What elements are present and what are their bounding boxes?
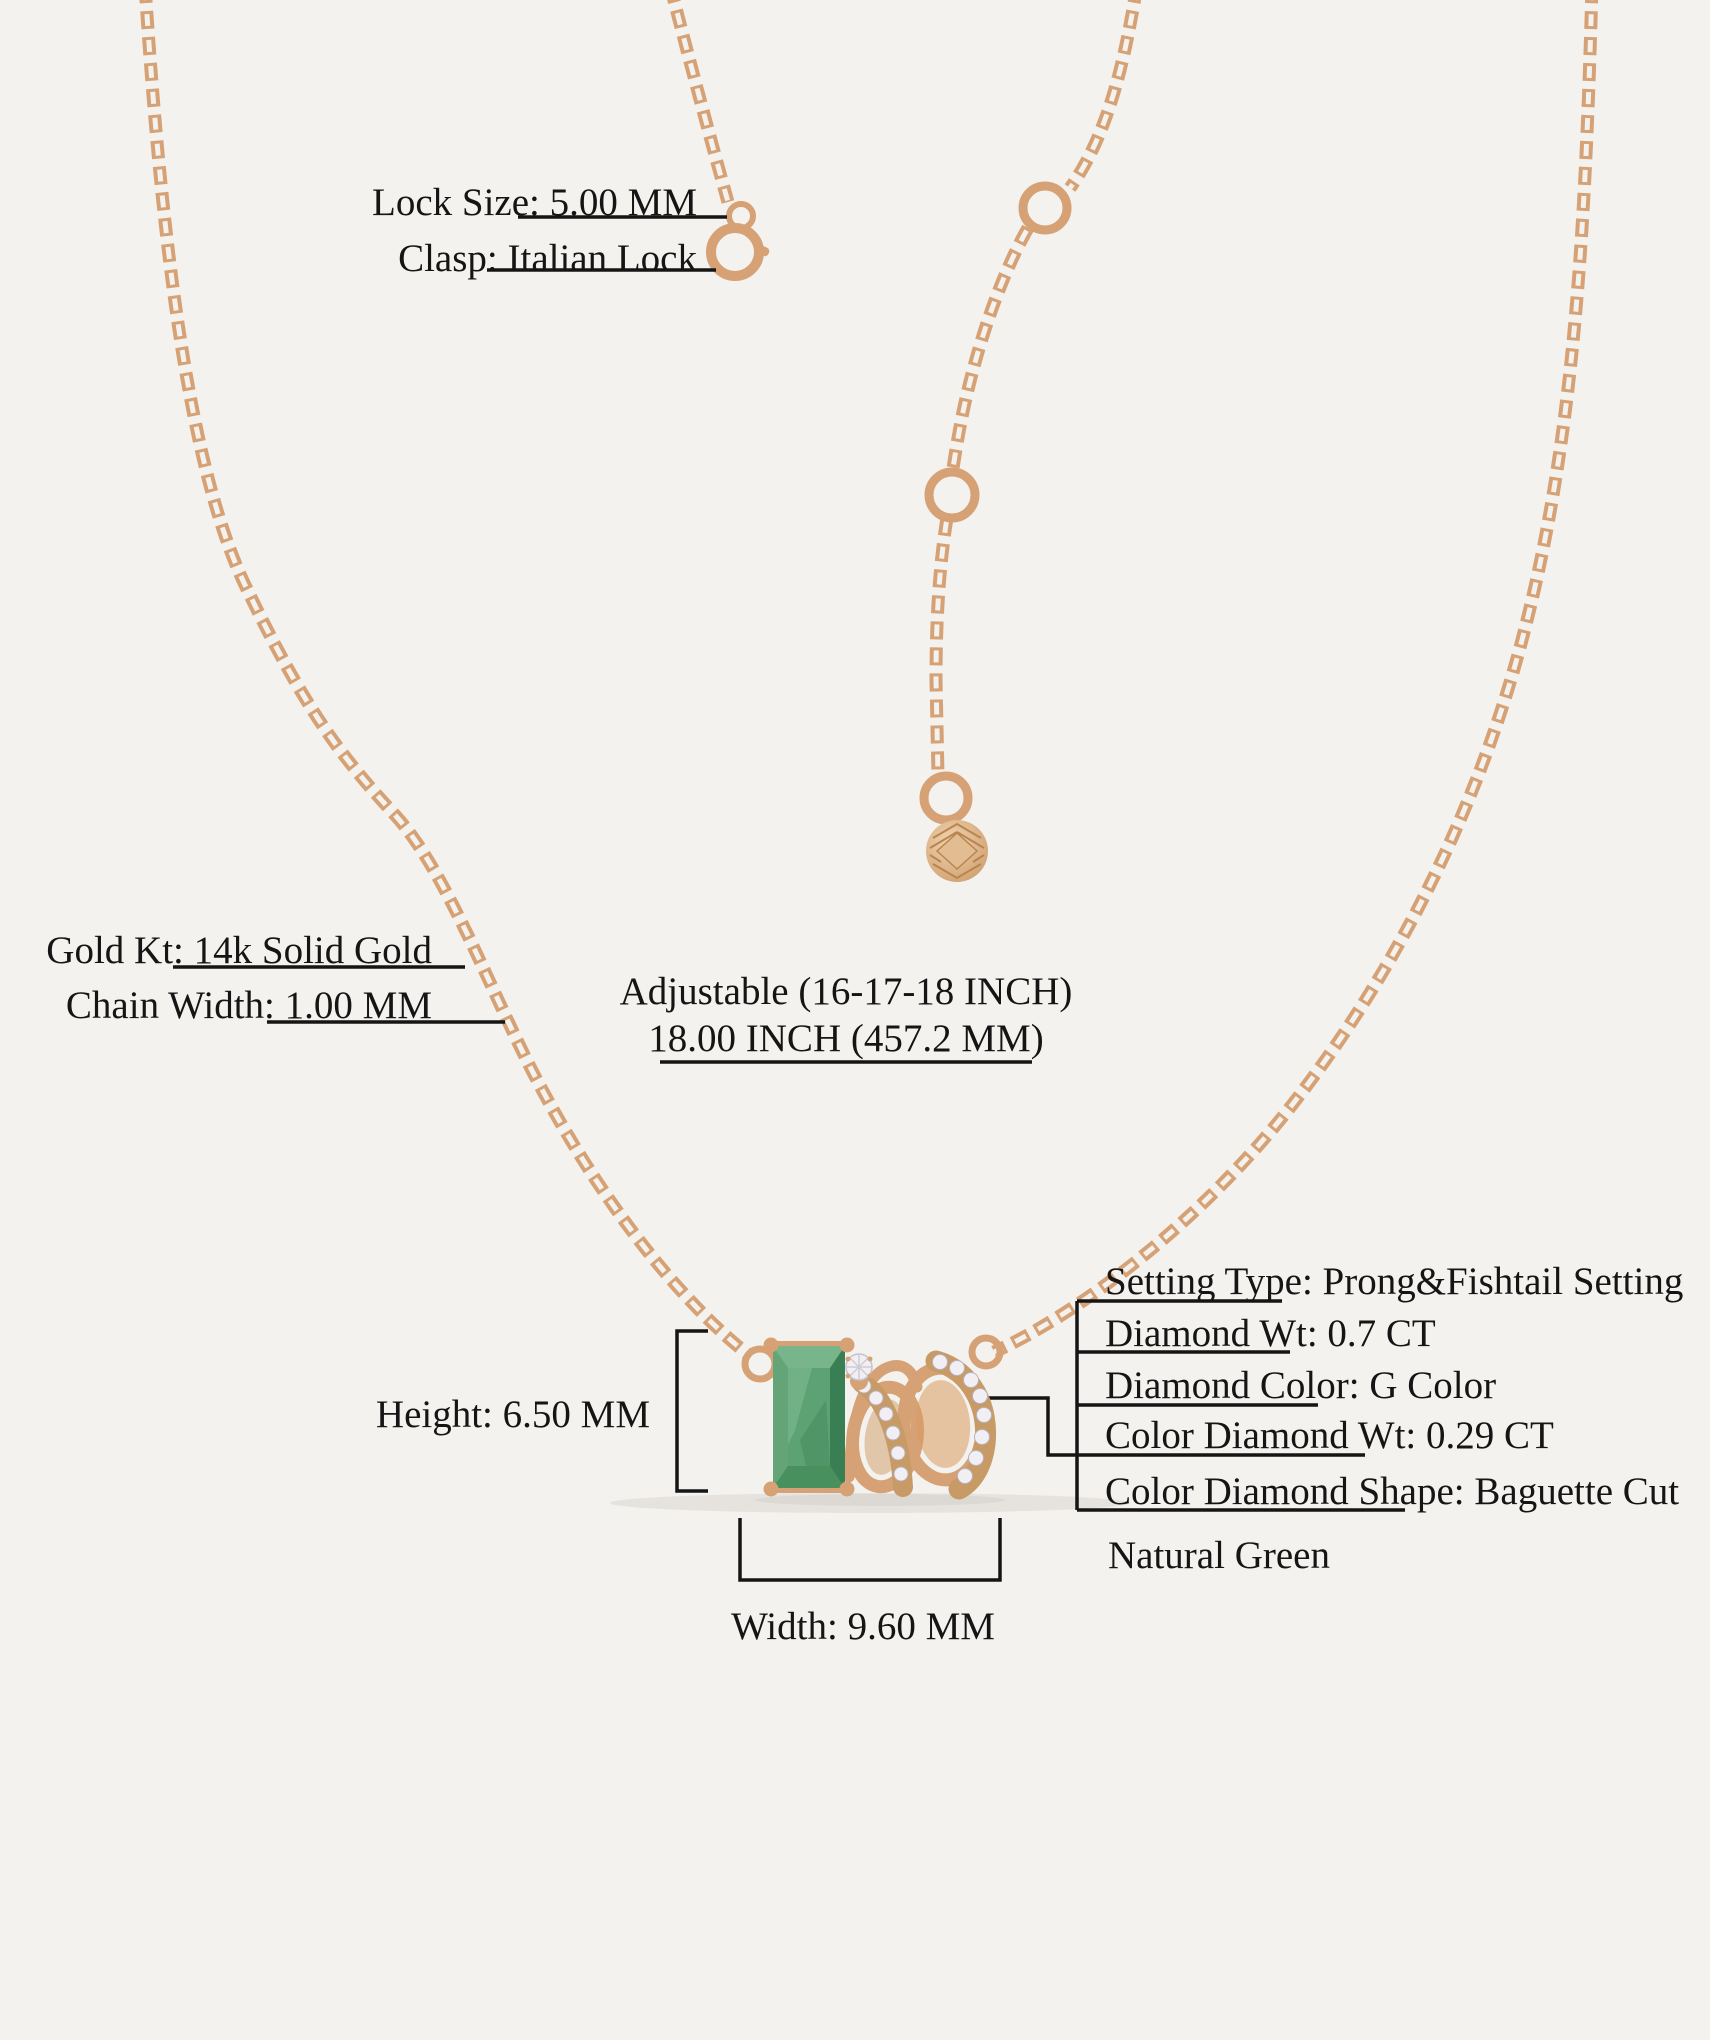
pendant-left-ring bbox=[745, 1349, 775, 1379]
height-value: 6.50 MM bbox=[502, 1393, 650, 1436]
diamond-wt-value: 0.7 CT bbox=[1327, 1312, 1436, 1355]
necklace-chain-right bbox=[994, 0, 1592, 1352]
lock-size-value: 5.00 MM bbox=[549, 181, 697, 224]
spec-row-color-diamond-shape bbox=[1105, 1469, 1679, 1514]
gold-kt-label: Gold Kt: bbox=[46, 929, 184, 972]
color-diamond-wt-value: 0.29 CT bbox=[1426, 1414, 1554, 1457]
annotation-lock-clasp bbox=[372, 175, 697, 287]
height-bracket bbox=[677, 1331, 708, 1491]
gold-kt-row bbox=[46, 923, 432, 978]
extender-ring-3 bbox=[924, 776, 968, 820]
lock-size-label: Lock Size: bbox=[372, 181, 540, 224]
color-diamond-wt-label: Color Diamond Wt: bbox=[1105, 1414, 1417, 1457]
natural-green-text: Natural Green bbox=[1108, 1534, 1330, 1577]
diamond-color-label: Diamond Color: bbox=[1105, 1364, 1360, 1407]
adjustable-line2: 18.00 INCH (457.2 MM) bbox=[648, 1017, 1044, 1060]
extender-chain bbox=[936, 0, 1137, 828]
setting-type-label: Setting Type: bbox=[1105, 1260, 1313, 1303]
chain-width-value: 1.00 MM bbox=[284, 984, 432, 1027]
height-label: Height: bbox=[375, 1393, 493, 1436]
pendant-connector-line bbox=[983, 1398, 1077, 1455]
baguette-stone bbox=[764, 1338, 855, 1497]
spec-row-setting-type bbox=[1105, 1259, 1683, 1304]
extender-ring-2 bbox=[929, 472, 975, 518]
chain-width-label: Chain Width: bbox=[65, 984, 275, 1027]
width-bracket bbox=[740, 1518, 1000, 1580]
brand-medallion-icon bbox=[926, 820, 988, 882]
pendant bbox=[745, 1338, 1000, 1497]
clasp-value: Italian Lock bbox=[507, 237, 697, 280]
pendant-shadow bbox=[610, 1493, 1130, 1513]
spec-note-natural-green bbox=[1108, 1533, 1330, 1578]
extender-ring-1 bbox=[1023, 186, 1067, 230]
annotation-width bbox=[663, 1604, 1063, 1649]
width-label: Width: bbox=[731, 1605, 838, 1648]
chain-width-row bbox=[46, 978, 432, 1033]
color-diamond-shape-value: Baguette Cut bbox=[1474, 1470, 1680, 1513]
clasp-label: Clasp: bbox=[398, 237, 498, 280]
diamond-color-value: G Color bbox=[1369, 1364, 1497, 1407]
setting-type-value: Prong&Fishtail Setting bbox=[1322, 1260, 1684, 1303]
lock-size-row bbox=[372, 175, 697, 231]
clasp-chain bbox=[670, 0, 728, 202]
annotation-adjustable-length bbox=[596, 968, 1096, 1062]
diamond-wt-label: Diamond Wt: bbox=[1105, 1312, 1318, 1355]
adjustable-line1: Adjustable (16-17-18 INCH) bbox=[619, 970, 1073, 1013]
gold-kt-value: 14k Solid Gold bbox=[193, 929, 432, 972]
spec-row-diamond-color bbox=[1105, 1363, 1496, 1408]
color-diamond-shape-label: Color Diamond Shape: bbox=[1105, 1470, 1465, 1513]
width-value: 9.60 MM bbox=[847, 1605, 995, 1648]
annotation-height bbox=[376, 1392, 650, 1437]
spring-ring-clasp-icon bbox=[711, 204, 771, 276]
clasp-ring bbox=[711, 228, 759, 276]
spec-row-color-diamond-wt bbox=[1105, 1413, 1554, 1458]
clasp-row bbox=[372, 231, 697, 287]
annotation-gold-chain bbox=[46, 923, 432, 1033]
spec-row-diamond-wt bbox=[1105, 1311, 1436, 1356]
